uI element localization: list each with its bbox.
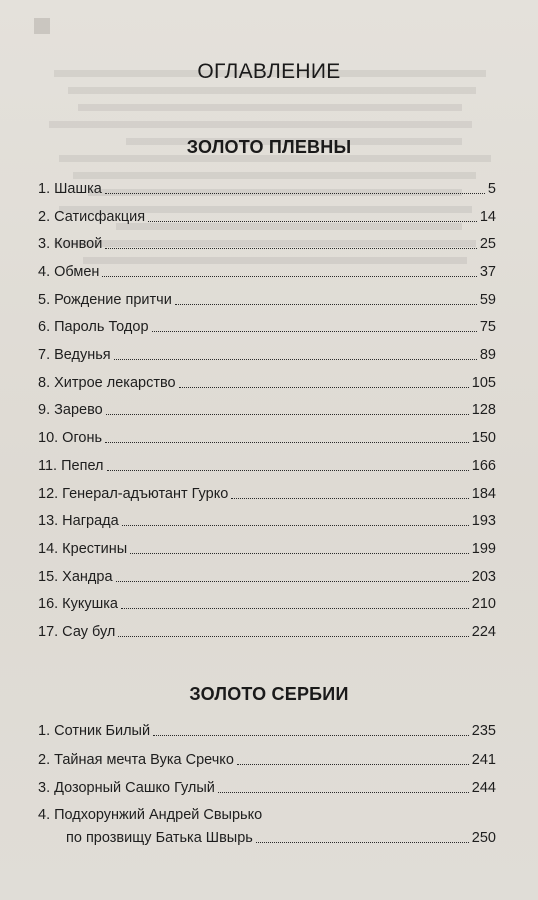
dot-leader — [153, 735, 469, 736]
toc-entry[interactable] — [38, 536, 496, 558]
toc-entry-title: 6. Пароль Тодор — [38, 319, 149, 335]
toc-entry-page: 235 — [471, 723, 496, 739]
dot-leader — [148, 221, 477, 222]
toc-entry-title: 12. Генерал-адъютант Гурко — [38, 486, 229, 502]
dot-leader — [114, 359, 477, 360]
toc-entry-title: 11. Пепел — [38, 458, 104, 474]
toc-entry-page: 166 — [471, 458, 496, 474]
toc-entry-page: 75 — [479, 319, 496, 335]
toc-entry[interactable] — [38, 176, 496, 198]
toc-entry[interactable] — [38, 718, 496, 740]
toc-entry[interactable] — [66, 825, 496, 847]
dot-leader — [106, 414, 469, 415]
toc-entry-page: 224 — [471, 624, 496, 640]
toc-entry-page: 244 — [471, 780, 496, 796]
toc-entry-title-line1[interactable]: 4. Подхорунжий Андрей Свырько — [38, 807, 263, 823]
toc-entry[interactable] — [38, 508, 496, 530]
toc-entry-page: 37 — [479, 264, 496, 280]
toc-entry[interactable] — [38, 287, 496, 309]
toc-entry-title: 3. Дозорный Сашко Гулый — [38, 780, 215, 796]
toc-entry[interactable] — [38, 747, 496, 769]
toc-entry-page: 59 — [479, 292, 496, 308]
section-title-zoloto-serbii: ЗОЛОТО СЕРБИИ — [189, 684, 349, 704]
bleed-through-mark — [34, 18, 50, 34]
toc-entry-page: 210 — [471, 596, 496, 612]
toc-entry[interactable] — [38, 564, 496, 586]
toc-entry-title: 7. Ведунья — [38, 347, 111, 363]
toc-entry[interactable] — [38, 619, 496, 641]
toc-entry[interactable] — [38, 342, 496, 364]
toc-entry[interactable] — [38, 481, 496, 503]
toc-entry[interactable] — [38, 370, 496, 392]
dot-leader — [237, 764, 469, 765]
toc-entry-title: 4. Обмен — [38, 264, 100, 280]
toc-entry-title: 2. Тайная мечта Вука Сречко — [38, 752, 234, 768]
dot-leader — [130, 553, 469, 554]
toc-entry-page: 25 — [479, 236, 496, 252]
toc-entry-page: 241 — [471, 752, 496, 768]
dot-leader — [121, 608, 469, 609]
dot-leader — [175, 304, 477, 305]
toc-entry[interactable] — [38, 231, 496, 253]
dot-leader — [118, 636, 468, 637]
toc-entry-page: 250 — [471, 830, 496, 846]
toc-entry-page: 203 — [471, 569, 496, 585]
toc-entry-title: 15. Хандра — [38, 569, 113, 585]
dot-leader — [179, 387, 469, 388]
dot-leader — [122, 525, 469, 526]
toc-entry[interactable] — [38, 397, 496, 419]
dot-leader — [116, 581, 469, 582]
toc-entry-page: 105 — [471, 375, 496, 391]
dot-leader — [105, 193, 485, 194]
toc-entry-title: 1. Сотник Билый — [38, 723, 151, 739]
toc-entry-title: 3. Конвой — [38, 236, 103, 252]
toc-entry-title: 14. Крестины — [38, 541, 128, 557]
toc-entry-title: 2. Сатисфакция — [38, 209, 146, 225]
dot-leader — [152, 331, 477, 332]
toc-entry-page: 150 — [471, 430, 496, 446]
toc-entry[interactable] — [38, 775, 496, 797]
toc-entry[interactable] — [38, 259, 496, 281]
toc-entry[interactable] — [38, 453, 496, 475]
toc-entry-title: 13. Награда — [38, 513, 119, 529]
toc-entry[interactable] — [38, 591, 496, 613]
toc-entry-page: 199 — [471, 541, 496, 557]
toc-heading: ОГЛАВЛЕНИЕ — [197, 60, 341, 83]
toc-entry-title: 17. Сау бул — [38, 624, 116, 640]
section-title-zoloto-plevny: ЗОЛОТО ПЛЕВНЫ — [186, 137, 352, 157]
dot-leader — [231, 498, 469, 499]
toc-entry-title: 8. Хитрое лекарство — [38, 375, 176, 391]
toc-entry-title: 1. Шашка — [38, 181, 102, 197]
toc-entry-page: 128 — [471, 402, 496, 418]
dot-leader — [105, 442, 469, 443]
toc-entry-page: 193 — [471, 513, 496, 529]
dot-leader — [256, 842, 469, 843]
toc-entry[interactable] — [38, 204, 496, 226]
dot-leader — [102, 276, 476, 277]
toc-entry-page: 184 — [471, 486, 496, 502]
dot-leader — [218, 792, 469, 793]
toc-entry[interactable] — [38, 314, 496, 336]
toc-entry-title: 5. Рождение притчи — [38, 292, 172, 308]
toc-entry[interactable] — [38, 425, 496, 447]
dot-leader — [107, 470, 469, 471]
toc-entry-title: 16. Кукушка — [38, 596, 118, 612]
toc-entry-page: 5 — [487, 181, 496, 197]
toc-entry-title: 9. Зарево — [38, 402, 103, 418]
toc-entry-title: по прозвищу Батька Швырь — [66, 830, 253, 846]
toc-entry-page: 89 — [479, 347, 496, 363]
toc-entry-title: 10. Огонь — [38, 430, 103, 446]
toc-entry-page: 14 — [479, 209, 496, 225]
dot-leader — [105, 248, 477, 249]
